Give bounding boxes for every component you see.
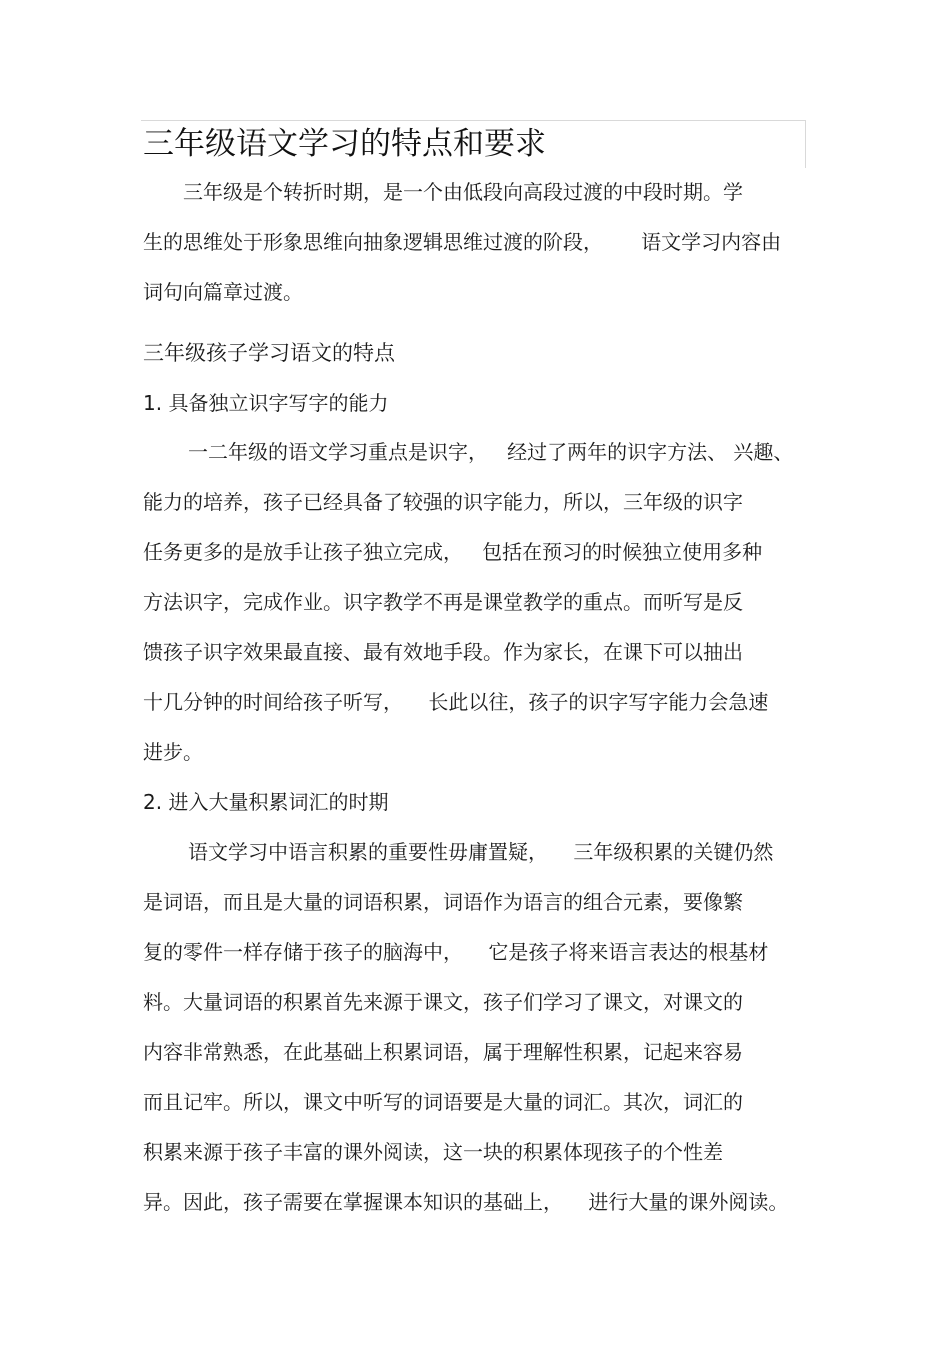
intro-line-2: 生的思维处于形象思维向抽象逻辑思维过渡的阶段， 语文学习内容由 <box>143 230 782 254</box>
point1-line-2: 能力的培养，孩子已经具备了较强的识字能力，所以，三年级的识字 <box>143 490 743 514</box>
document-title: 三年级语文学习的特点和要求 <box>143 126 546 162</box>
point1-line-3: 任务更多的是放手让孩子独立完成， 包括在预习的时候独立使用多种 <box>143 540 763 564</box>
point2-line-7: 积累来源于孩子丰富的课外阅读，这一块的积累体现孩子的个性差 <box>143 1140 723 1164</box>
point1-line-6: 十几分钟的时间给孩子听写， 长此以往，孩子的识字写字能力会急速 <box>143 690 769 714</box>
intro-line-1: 三年级是个转折时期，是一个由低段向高段过渡的中段时期。学 <box>183 180 743 204</box>
point2-line-1: 语文学习中语言积累的重要性毋庸置疑， 三年级积累的关键仍然 <box>188 840 774 864</box>
point2-line-3: 复的零件一样存储于孩子的脑海中， 它是孩子将来语言表达的根基材 <box>143 940 769 964</box>
point2-line-5: 内容非常熟悉，在此基础上积累词语，属于理解性积累，记起来容易 <box>143 1040 743 1064</box>
point1-line-5: 馈孩子识字效果最直接、最有效地手段。作为家长，在课下可以抽出 <box>143 640 743 664</box>
point1-line-1: 一二年级的语文学习重点是识字， 经过了两年的识字方法、 兴趣、 <box>188 440 794 464</box>
point1-heading: 1. 具备独立识字写字的能力 <box>143 391 389 415</box>
point1-line-7: 进步。 <box>143 740 203 764</box>
point1-line-4: 方法识字，完成作业。识字教学不再是课堂教学的重点。而听写是反 <box>143 590 743 614</box>
point2-line-8: 异。因此，孩子需要在掌握课本知识的基础上， 进行大量的课外阅读。 <box>143 1190 789 1214</box>
point2-line-4: 料。大量词语的积累首先来源于课文，孩子们学习了课文，对课文的 <box>143 990 743 1014</box>
section-heading: 三年级孩子学习语文的特点 <box>143 341 395 365</box>
point2-line-6: 而且记牢。所以，课文中听写的词语要是大量的词汇。其次，词汇的 <box>143 1090 743 1114</box>
point2-line-2: 是词语，而且是大量的词语积累，词语作为语言的组合元素，要像繁 <box>143 890 743 914</box>
point2-heading: 2. 进入大量积累词汇的时期 <box>143 790 389 814</box>
intro-line-3: 词句向篇章过渡。 <box>143 280 303 304</box>
